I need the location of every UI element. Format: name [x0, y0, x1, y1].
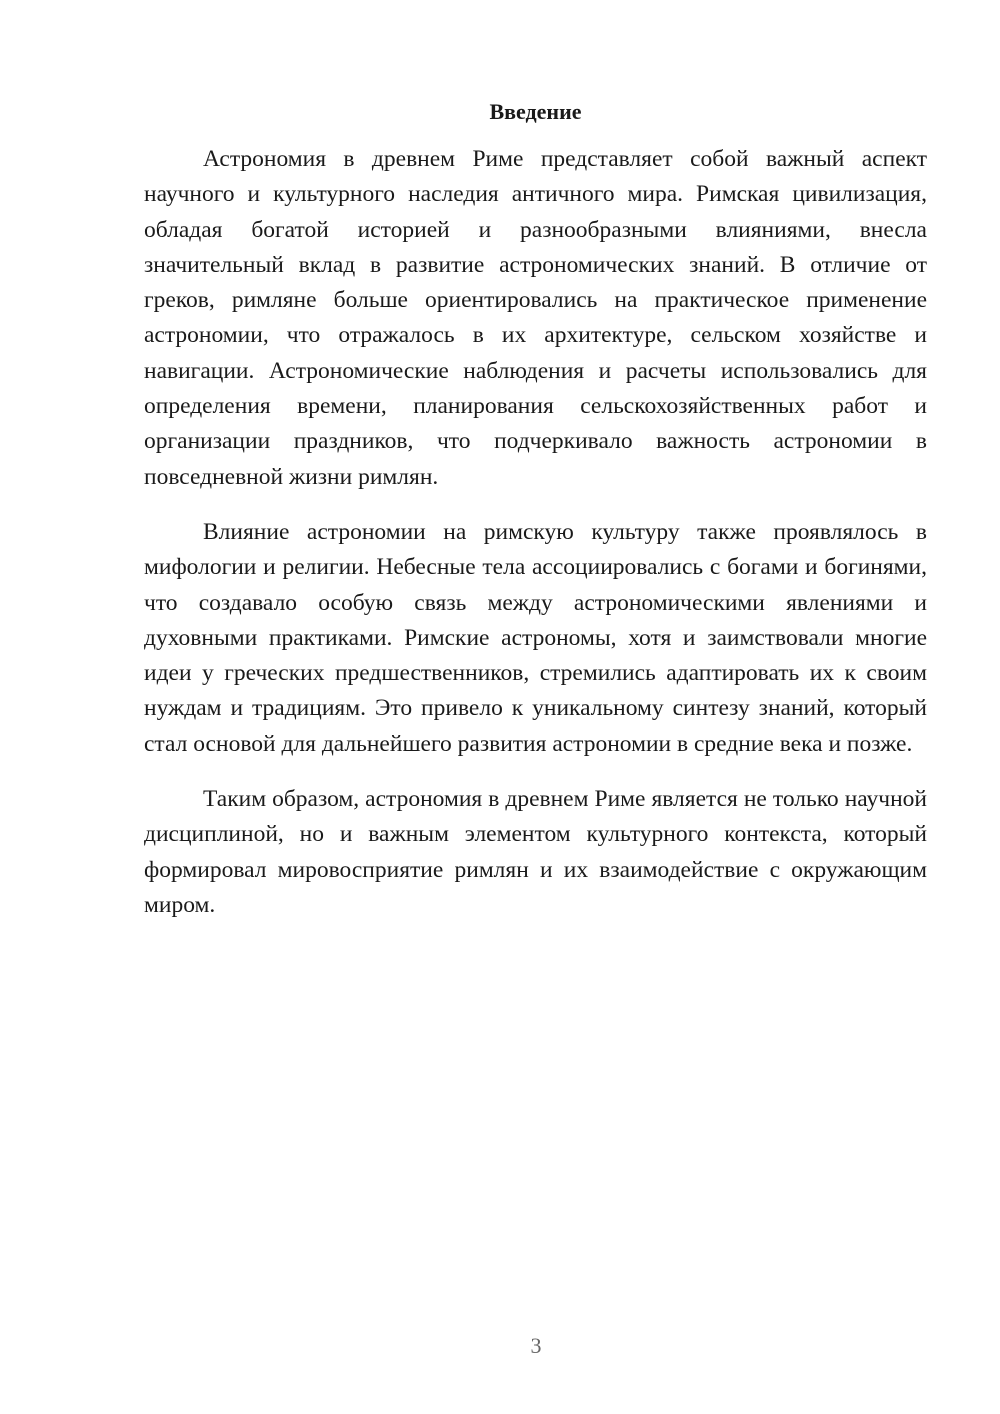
paragraph-1: Астрономия в древнем Риме представляет собой важный аспект научного и культурного наследия античного мира. Римская цивилизация, обладая богатой историей и разнообразными влияниями, внесла значительный вклад в развитие астрономических знаний. В отличие от греков, римляне больше ориентировались на практическое применение астрономии, что отражалось в их архитектуре, сельском хозяйстве и навигации. Астрономические наблюдения и расчеты использовались для определения времени, планирования сельскохозяйственных работ и организации праздников, что подчеркивало важность астрономии в повседневной жизни римлян. — [144, 146, 927, 490]
paragraph-3: Таким образом, астрономия в древнем Риме является не только научной дисциплиной, но и важным элементом культурного контекста, который формировал мировосприятие римлян и их взаимодействие с окружающим миром. — [144, 786, 927, 918]
body-text — [144, 142, 927, 943]
page-title: Введение — [489, 99, 582, 124]
page-number: 3 — [530, 1333, 542, 1358]
paragraph-2: Влияние астрономии на римскую культуру также проявлялось в мифологии и религии. Небесные тела ассоциировались с богами и богинями, что создавало особую связь между астрономическими явлениями и духовными практиками. Римские астрономы, хотя и заимствовали многие идеи у греческих предшественников, стремились адаптировать их к своим нуждам и традициям. Это привело к уникальному синтезу знаний, который стал основой для дальнейшего развития астрономии в средние века и позже. — [144, 518, 927, 757]
